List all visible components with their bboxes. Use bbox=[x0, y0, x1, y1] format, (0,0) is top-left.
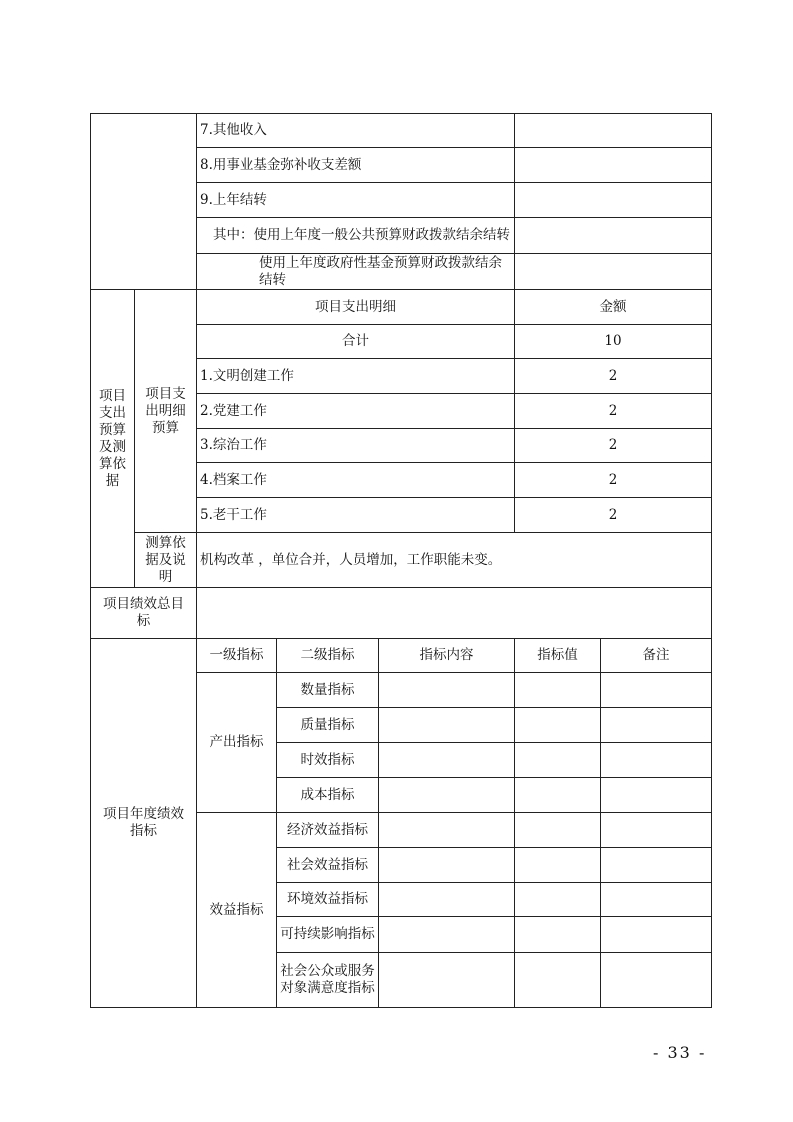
budget-item-label: 5.老干工作 bbox=[197, 498, 515, 533]
income-label: 其中：使用上年度一般公共预算财政拨款结余结转 bbox=[197, 218, 515, 254]
indicator-content bbox=[379, 813, 515, 848]
indicator-name: 质量指标 bbox=[277, 708, 379, 743]
indicator-remark bbox=[601, 743, 712, 778]
indicator-name: 数量指标 bbox=[277, 673, 379, 708]
indicator-remark bbox=[601, 673, 712, 708]
indicator-name: 社会效益指标 bbox=[277, 848, 379, 883]
income-label: 8.用事业基金弥补收支差额 bbox=[197, 148, 515, 183]
indicator-header: 一级指标 bbox=[197, 639, 277, 673]
income-label: 7.其他收入 bbox=[197, 114, 515, 148]
indicator-content bbox=[379, 673, 515, 708]
indicator-value bbox=[515, 778, 601, 813]
indicator-header: 二级指标 bbox=[277, 639, 379, 673]
indicator-content bbox=[379, 917, 515, 953]
budget-item-value: 2 bbox=[515, 394, 712, 429]
indicator-value bbox=[515, 708, 601, 743]
income-value bbox=[515, 254, 712, 290]
indicator-value bbox=[515, 743, 601, 778]
income-value bbox=[515, 114, 712, 148]
budget-item-label: 4.档案工作 bbox=[197, 463, 515, 498]
income-value bbox=[515, 148, 712, 183]
indicator-value bbox=[515, 673, 601, 708]
indicator-content bbox=[379, 953, 515, 1008]
indicator-content bbox=[379, 883, 515, 917]
basis-text: 机构改革 ，单位合并，人员增加，工作职能未变。 bbox=[197, 533, 712, 588]
benefit-group-label: 效益指标 bbox=[197, 813, 277, 1008]
income-label: 9.上年结转 bbox=[197, 183, 515, 218]
indicator-header-row bbox=[91, 639, 712, 673]
budget-form-table bbox=[90, 113, 712, 1008]
indicator-value bbox=[515, 917, 601, 953]
amount-header: 金额 bbox=[515, 290, 712, 325]
page-number: - 33 - bbox=[653, 1043, 707, 1062]
indicator-remark bbox=[601, 883, 712, 917]
indicator-name: 经济效益指标 bbox=[277, 813, 379, 848]
indicator-name: 社会公众或服务对象满意度指标 bbox=[277, 953, 379, 1008]
indicator-header: 备注 bbox=[601, 639, 712, 673]
indicator-name: 时效指标 bbox=[277, 743, 379, 778]
indicator-value bbox=[515, 953, 601, 1008]
budget-item-value: 2 bbox=[515, 429, 712, 463]
total-value: 10 bbox=[515, 325, 712, 359]
indicator-name: 环境效益指标 bbox=[277, 883, 379, 917]
indicator-content bbox=[379, 708, 515, 743]
budget-header-row bbox=[91, 290, 712, 325]
budget-item-label: 1.文明创建工作 bbox=[197, 359, 515, 394]
indicator-name: 可持续影响指标 bbox=[277, 917, 379, 953]
budget-inner-label: 项目支出明细预算 bbox=[135, 290, 197, 533]
total-label: 合计 bbox=[197, 325, 515, 359]
basis-label: 测算依据及说明 bbox=[135, 533, 197, 588]
income-label: 使用上年度政府性基金预算财政拨款结余结转 bbox=[197, 254, 515, 290]
indicator-header: 指标值 bbox=[515, 639, 601, 673]
budget-item-value: 2 bbox=[515, 463, 712, 498]
income-value bbox=[515, 218, 712, 254]
indicator-value bbox=[515, 848, 601, 883]
basis-row bbox=[91, 533, 712, 588]
budget-outer-label: 项目支出预算及测算依据 bbox=[91, 290, 135, 588]
indicator-value bbox=[515, 813, 601, 848]
overall-goal-label: 项目绩效总目标 bbox=[91, 588, 197, 639]
indicator-remark bbox=[601, 778, 712, 813]
indicator-header: 指标内容 bbox=[379, 639, 515, 673]
indicator-remark bbox=[601, 813, 712, 848]
income-value bbox=[515, 183, 712, 218]
indicator-remark bbox=[601, 848, 712, 883]
indicator-value bbox=[515, 883, 601, 917]
overall-goal-value bbox=[197, 588, 712, 639]
budget-item-label: 3.综治工作 bbox=[197, 429, 515, 463]
indicator-remark bbox=[601, 708, 712, 743]
detail-header: 项目支出明细 bbox=[197, 290, 515, 325]
budget-item-value: 2 bbox=[515, 498, 712, 533]
indicator-content bbox=[379, 743, 515, 778]
indicator-name: 成本指标 bbox=[277, 778, 379, 813]
indicator-remark bbox=[601, 953, 712, 1008]
indicators-label: 项目年度绩效指标 bbox=[91, 639, 197, 1008]
income-row bbox=[91, 114, 712, 148]
budget-item-label: 2.党建工作 bbox=[197, 394, 515, 429]
indicator-remark bbox=[601, 917, 712, 953]
budget-item-value: 2 bbox=[515, 359, 712, 394]
overall-goal-row bbox=[91, 588, 712, 639]
income-blank-cell bbox=[91, 114, 197, 290]
output-group-label: 产出指标 bbox=[197, 673, 277, 813]
indicator-content bbox=[379, 778, 515, 813]
indicator-content bbox=[379, 848, 515, 883]
